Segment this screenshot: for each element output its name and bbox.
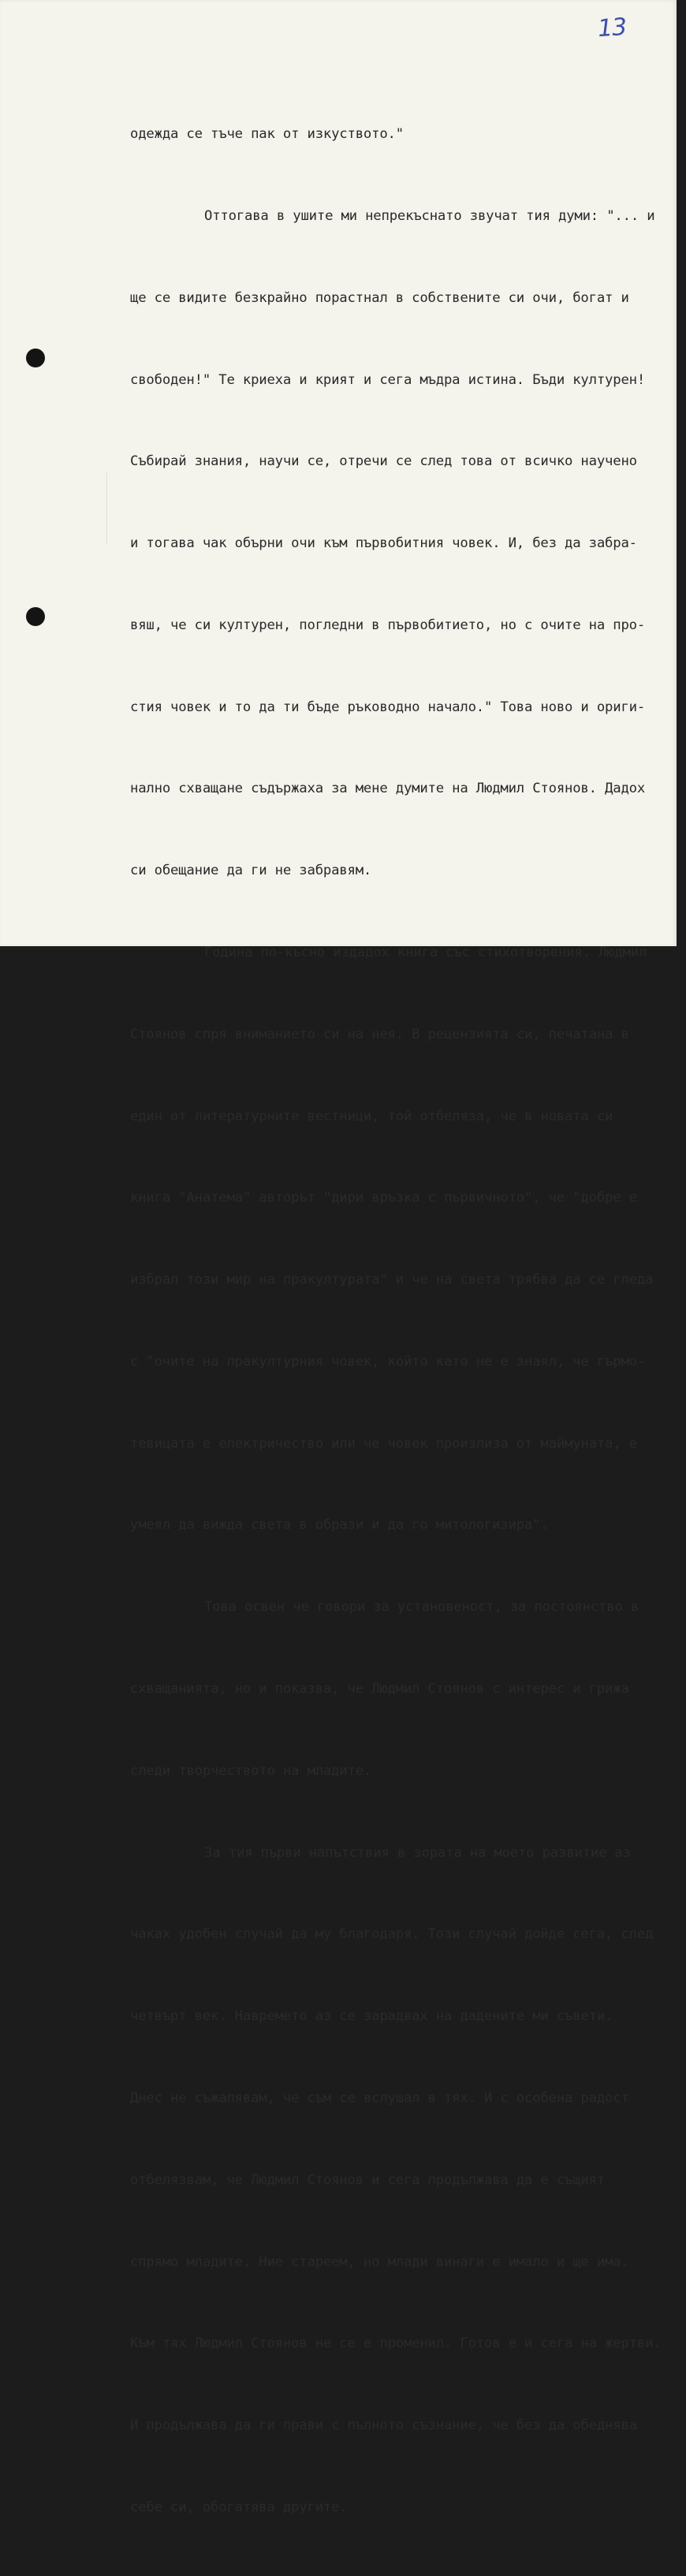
text-line: свободен!" Те криеха и крият и сега мъдра истина. Бъди културен!: [130, 371, 646, 388]
paragraph-start-line: Това освен че говори за установеност, за постоянство в: [204, 1599, 639, 1616]
text-line: Стоянов спря вниманието си на нея. В рецензията си, печатана в: [130, 1026, 629, 1042]
text-line: схващанията, но и показва, че Людмил Стоянов с интерес и грижа: [130, 1681, 629, 1698]
text-line: Към тях Людмил Стоянов не се е променил. Готов е и сега на жертви.: [130, 2336, 662, 2352]
text-line: избрал този мир на пракултурата" и че на света трябва да се гледа: [130, 1272, 654, 1288]
text-line: чаках удобен случай да му благодаря. Този случай дойде сега, след: [130, 1926, 654, 1943]
text-line: И продължава да ги прави с пълното съзнание, че без да обеднява: [130, 2418, 637, 2434]
typewritten-text: [130, 66, 682, 2576]
handwritten-page-number: 13: [596, 13, 628, 43]
text-line: ще се видите безкрайно порастнал в собствените си очи, богат и: [130, 289, 629, 306]
text-line: нално схващане съдържаха за мене думите на Людмил Стоянов. Дадох: [130, 781, 646, 797]
text-line: един от литературните вестници, той отбеляза, че в новата си: [130, 1108, 613, 1124]
text-line: себе си, обогатява другите.: [130, 2499, 348, 2515]
text-line: одежда се тъче пак от изкуството.": [130, 126, 404, 143]
text-line: следи творчеството на младите.: [130, 1762, 372, 1779]
text-line: тевицата е електричество или че човек произлиза от маймуната, е: [130, 1435, 637, 1452]
paragraph-start-line: За тия първи напътствия в зората на моето развитие аз: [204, 1844, 631, 1861]
text-line: Днес не съжалявам, че съм се вслушал в тях. И с особена радост: [130, 2090, 629, 2106]
text-line: с "очите на пракултурния човек, който като не е знаял, че гърмо-: [130, 1353, 646, 1370]
text-line: си обещание да ги не забравям.: [130, 863, 372, 879]
text-line: четвърт век. Навремето аз се зарадвах на дадените ми съвети.: [130, 2008, 613, 2025]
punch-hole-bottom: [26, 607, 45, 626]
text-line: спрямо младите. Ние стареем, но млади винаги е имало и ще има.: [130, 2254, 629, 2270]
text-line: вяш, че си културен, погледни в първобитието, но с очите на про-: [130, 617, 646, 633]
punch-hole-top: [26, 349, 45, 367]
paragraph-start-line: Година по-късно издадох книга със стихотворения. Людмил: [204, 945, 647, 960]
text-line: умеял да вижда света в образи и да го митологизира".: [130, 1517, 549, 1534]
text-line: книга "Анатема" авторът "дири връзка с първичното", че "добре е: [130, 1190, 637, 1206]
paragraph-start-line: Оттогава в ушите ми непрекъснато звучат тия думи: "... и: [204, 207, 655, 224]
paper-fold-mark: [106, 473, 107, 544]
text-line: и тогава чак обърни очи към първобитния човек. И, без да забра-: [130, 535, 637, 552]
text-line: Събирай знания, научи се, отречи се след това от всичко научено: [130, 453, 637, 470]
text-line: стия човек и то да ти бъде ръководно начало." Това ново и ориги-: [130, 699, 646, 715]
text-line: отбелязвам, че Людмил Стоянов и сега продължава да е същият: [130, 2172, 606, 2188]
